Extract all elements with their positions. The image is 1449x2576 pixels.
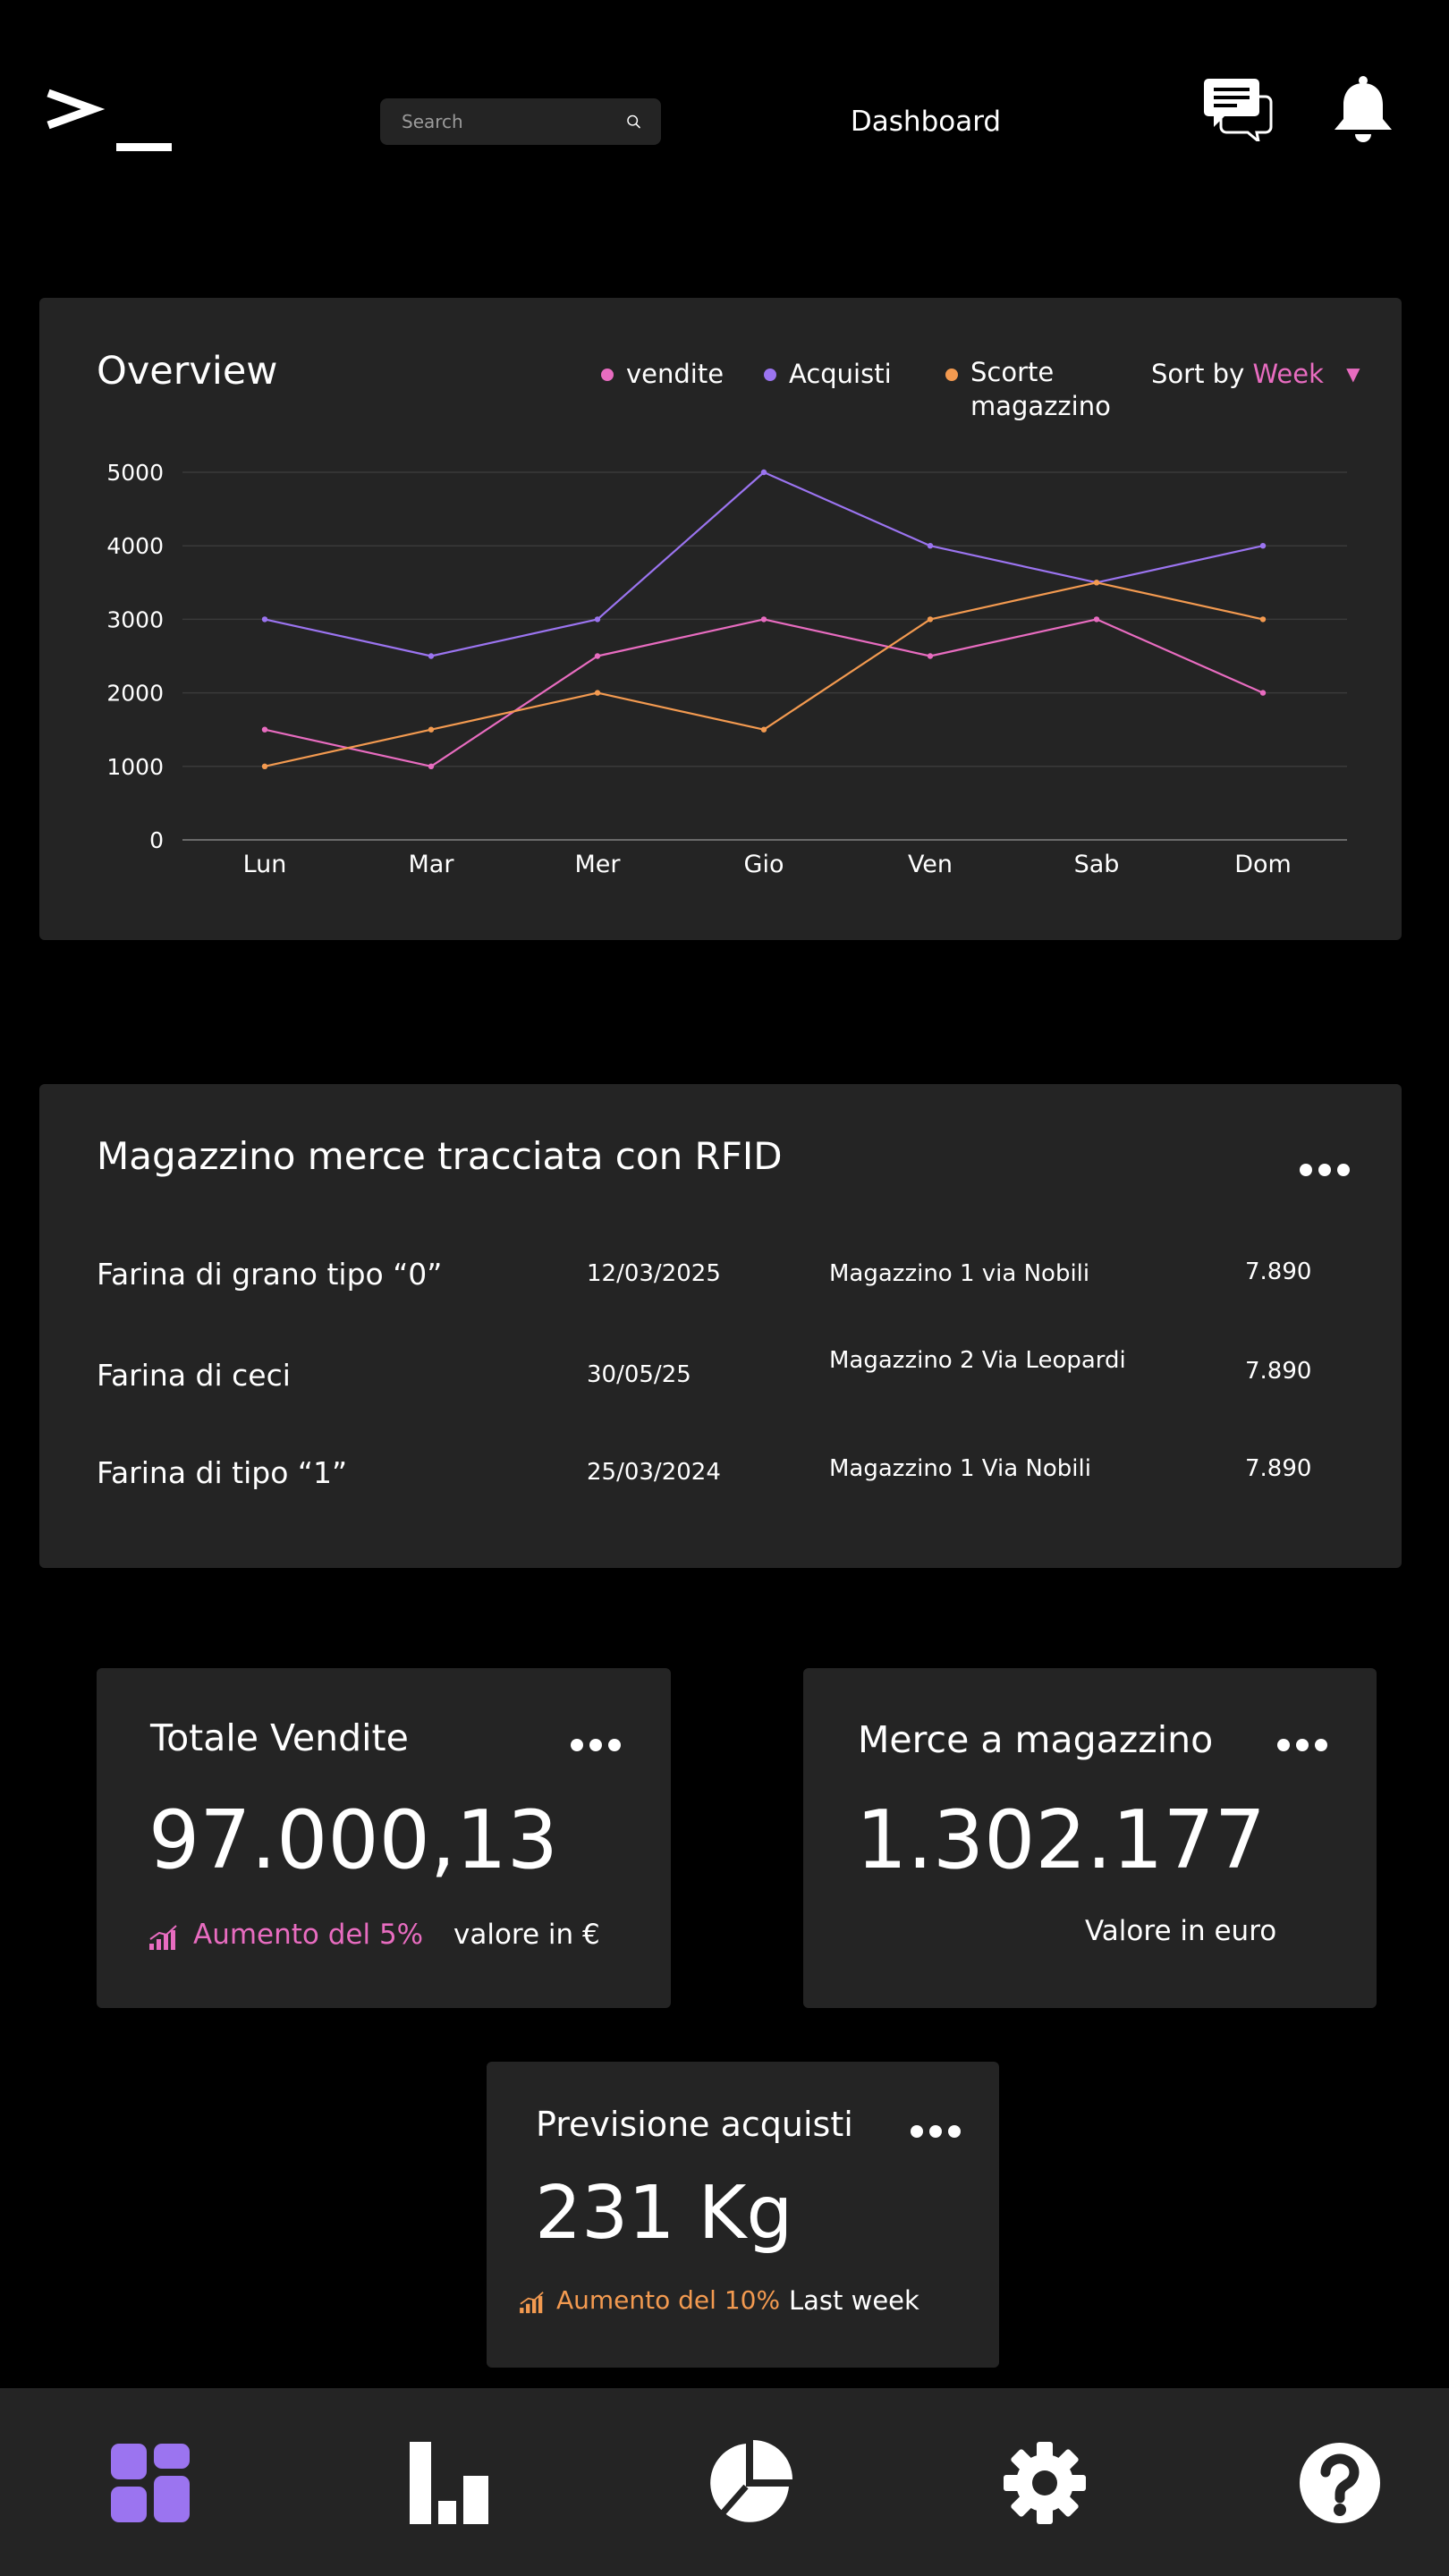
- data-point: [1094, 616, 1099, 622]
- page-title: Dashboard: [850, 106, 1002, 138]
- data-point: [595, 690, 600, 695]
- more-options-icon[interactable]: [1277, 1736, 1327, 1754]
- data-point: [262, 727, 267, 733]
- data-point: [761, 616, 767, 622]
- trend-up-icon: [148, 1924, 179, 1951]
- table-row[interactable]: [39, 1455, 1402, 1509]
- stock-card: [803, 1668, 1377, 2008]
- pie-chart-icon[interactable]: [705, 2438, 794, 2528]
- overview-card: [39, 298, 1402, 940]
- data-point: [1094, 580, 1099, 585]
- item-quantity: 7.890: [1245, 1358, 1312, 1385]
- item-quantity: 7.890: [1245, 1258, 1312, 1285]
- x-tick-label: Ven: [907, 851, 953, 878]
- total-sales-value: 97.000,13: [148, 1793, 559, 1887]
- data-point: [928, 616, 933, 622]
- search-icon[interactable]: [626, 110, 641, 133]
- bell-icon[interactable]: [1331, 75, 1395, 145]
- item-name: Farina di tipo “1”: [97, 1455, 348, 1490]
- data-point: [428, 653, 434, 658]
- y-tick-label: 0: [149, 827, 164, 853]
- bar-chart-icon[interactable]: [404, 2438, 494, 2528]
- data-point: [595, 616, 600, 622]
- y-tick-label: 1000: [106, 753, 164, 780]
- x-tick-label: Lun: [242, 851, 287, 878]
- table-row[interactable]: [39, 1347, 1402, 1411]
- legend-label: Scorte magazzino: [970, 357, 1111, 421]
- item-quantity: 7.890: [1245, 1455, 1312, 1482]
- legend-label: Acquisti: [789, 359, 892, 389]
- table-row[interactable]: [39, 1257, 1402, 1310]
- rfid-card: [39, 1084, 1402, 1568]
- data-point: [928, 653, 933, 658]
- data-point: [1260, 690, 1266, 695]
- x-tick-label: Sab: [1073, 851, 1120, 878]
- item-date: 25/03/2024: [587, 1459, 721, 1486]
- caret-down-icon[interactable]: ▼: [1346, 363, 1360, 385]
- x-tick-label: Mer: [574, 851, 621, 878]
- line-chart: [39, 298, 1402, 940]
- y-tick-label: 2000: [106, 680, 164, 707]
- series-line: [265, 582, 1263, 767]
- overview-title: Overview: [97, 349, 278, 394]
- trend-text: Aumento del 5%: [193, 1919, 424, 1951]
- purchase-forecast-card: [487, 2062, 999, 2368]
- y-tick-label: 3000: [106, 606, 164, 633]
- settings-icon[interactable]: [1000, 2438, 1089, 2528]
- card-title: Totale Vendite: [150, 1716, 409, 1759]
- help-icon[interactable]: [1295, 2438, 1385, 2528]
- search-input[interactable]: [400, 110, 626, 133]
- data-point: [428, 764, 434, 769]
- total-sales-card: [97, 1668, 671, 2008]
- series-line: [265, 472, 1263, 657]
- x-tick-label: Gio: [743, 851, 784, 878]
- bottom-nav: [0, 2388, 1449, 2576]
- item-location: Magazzino 1 Via Nobili: [829, 1455, 1091, 1482]
- y-tick-label: 4000: [106, 533, 164, 560]
- search-bar[interactable]: [380, 98, 661, 145]
- sort-label: Sort by: [1151, 359, 1245, 389]
- value-note: Last week: [789, 2285, 919, 2316]
- trend-text: Aumento del 10%: [556, 2285, 781, 2315]
- data-point: [761, 470, 767, 475]
- stock-value: 1.302.177: [856, 1793, 1267, 1887]
- item-name: Farina di ceci: [97, 1358, 291, 1393]
- chat-icon[interactable]: [1203, 77, 1273, 141]
- data-point: [428, 727, 434, 733]
- x-tick-label: Mar: [408, 851, 454, 878]
- more-options-icon[interactable]: [1300, 1161, 1350, 1179]
- item-date: 30/05/25: [587, 1361, 691, 1388]
- item-name: Farina di grano tipo “0”: [97, 1257, 443, 1292]
- data-point: [262, 764, 267, 769]
- value-note: Valore in euro: [1085, 1915, 1277, 1947]
- data-point: [761, 727, 767, 733]
- trend-up-icon: [519, 2291, 546, 2314]
- data-point: [262, 616, 267, 622]
- sort-value[interactable]: Week: [1252, 359, 1324, 389]
- data-point: [1260, 543, 1266, 548]
- terminal-logo-icon[interactable]: [43, 79, 177, 159]
- more-options-icon[interactable]: [911, 2123, 961, 2140]
- more-options-icon[interactable]: [571, 1736, 621, 1754]
- dashboard-icon[interactable]: [106, 2438, 195, 2528]
- data-point: [1260, 616, 1266, 622]
- legend-label: vendite: [626, 359, 724, 389]
- data-point: [595, 653, 600, 658]
- item-location: Magazzino 2 Via Leopardi: [829, 1347, 1126, 1374]
- card-title: Previsione acquisti: [536, 2105, 853, 2144]
- x-tick-label: Dom: [1234, 851, 1292, 878]
- rfid-title: Magazzino merce tracciata con RFID: [97, 1134, 783, 1178]
- value-note: valore in €: [453, 1919, 600, 1951]
- data-point: [928, 543, 933, 548]
- item-location: Magazzino 1 via Nobili: [829, 1260, 1090, 1287]
- item-date: 12/03/2025: [587, 1260, 721, 1287]
- y-tick-label: 5000: [106, 460, 164, 486]
- card-title: Merce a magazzino: [858, 1718, 1214, 1761]
- forecast-value: 231 Kg: [535, 2171, 793, 2256]
